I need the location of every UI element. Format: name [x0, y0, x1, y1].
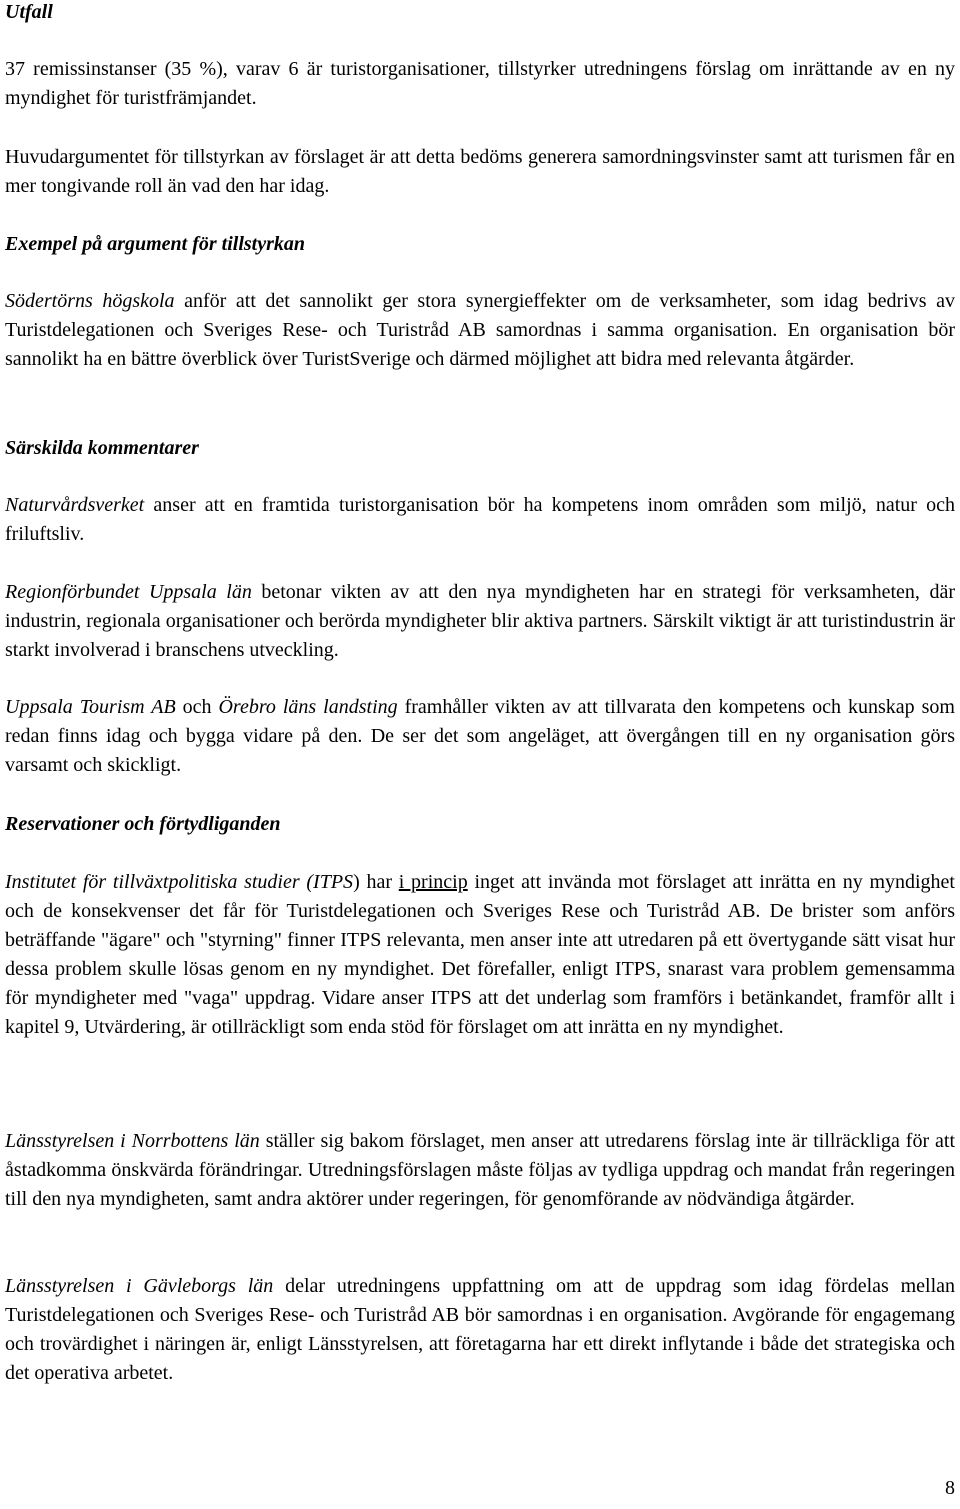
organization-name: Länsstyrelsen i Norrbottens län	[5, 1130, 260, 1152]
paragraph-uppsala-tourism	[5, 693, 955, 780]
paragraph-sodertorn	[5, 287, 955, 374]
organization-name: Länsstyrelsen i Gävleborgs län	[5, 1275, 274, 1297]
paragraph-text: betonar vikten av att den nya myndigheten har en strategi för verksamheten, där industrin, regionala organisationer och berörda myndigheter blir aktiva partners. Särskilt viktigt är att turistindustrin är starkt involverad i branschens utveckling.	[5, 581, 955, 661]
paragraph-norrbotten	[5, 1127, 955, 1214]
paragraph-main-argument: Huvudargumentet för tillstyrkan av förslaget är att detta bedöms generera samordningsvinster samt att turismen får en mer tongivande roll än vad den har idag.	[5, 146, 955, 197]
paragraph-text: delar utredningens uppfattning om att de uppdrag som idag fördelas mellan Turistdelegationen och Sveriges Rese- och Turistråd AB bör samordnas i en organisation. Avgörande för engagemang och trovärdighet i näringen är, enligt Länsstyrelsen, att företagarna har ett direkt inflytande i både det strategiska och det operativa arbetet.	[5, 1275, 956, 1384]
organization-name: Örebro läns landsting	[218, 696, 398, 718]
paragraph-utfall-summary: 37 remissinstanser (35 %), varav 6 är turistorganisationer, tillstyrker utredningens förslag om inrättande av en ny myndighet för turistfrämjandet.	[5, 58, 955, 109]
paragraph-naturvardsverket	[5, 491, 955, 549]
paragraph-text: anser att en framtida turistorganisation bör ha kompetens inom områden som miljö, natur och friluftsliv.	[5, 494, 955, 545]
organization-name: Naturvårdsverket	[5, 494, 145, 516]
paragraph-gavleborg	[5, 1272, 955, 1388]
paragraph-text: anför att det sannolikt ger stora synergieffekter om de verksamheter, som idag bedrivs av Turistdelegationen och Sveriges Rese- och Turistråd AB samordnas i samma organisation. En organisation bör sannolikt ha en bättre överblick över TuristSverige och därmed möjlighet att bidra med relevanta åtgärder.	[5, 290, 955, 370]
paragraph-text: framhåller vikten av att tillvarata den kompetens och kunskap som redan finns idag och bygga vidare på den. De ser det som angeläget, att övergången till en ny organisation görs varsamt och skickligt.	[5, 696, 955, 776]
page-number: 8	[945, 1477, 955, 1499]
underlined-phrase: i princip	[398, 871, 468, 893]
paragraph-regionforbundet	[5, 578, 955, 665]
heading-sarskilda: Särskilda kommentarer	[5, 437, 199, 459]
heading-exempel: Exempel på argument för tillstyrkan	[5, 233, 306, 255]
paragraph-text: ställer sig bakom förslaget, men anser att utredarens förslag inte är tillräckliga för att åstadkomma önskvärda förändringar. Utredningsförslagen måste följas av tydliga uppdrag och mandat från regeringen till den nya myndigheten, samt andra aktörer under regeringen, för genomförande av nödvändiga åtgärder.	[5, 1130, 955, 1210]
heading-reservationer: Reservationer och förtydliganden	[5, 813, 281, 835]
organization-name: Regionförbundet Uppsala län	[5, 581, 252, 603]
paragraph-text: ) har	[353, 871, 399, 893]
paragraph-text: och	[175, 696, 219, 718]
organization-name: Uppsala Tourism AB	[5, 696, 176, 718]
paragraph-itps	[5, 868, 955, 1042]
paragraph-text: inget att invända mot förslaget att inrätta en ny myndighet och de konsekvenser det får för Turistdelegationen och Sveriges Rese och Turistråd AB. De brister som anförs beträffande "ägare" och "styrning" finner ITPS relevanta, men anser inte att utredaren på ett övertygande sätt visat hur dessa problem skulle lösas genom en ny myndighet. Det förefaller, enligt ITPS, snarast vara problem gemensamma för myndigheter med "vaga" uppdrag. Vidare anser ITPS att det underlag som framförs i betänkandet, framför allt i kapitel 9, Utvärdering, är otillräckligt som enda stöd för förslaget om att inrätta en ny myndighet.	[5, 871, 955, 1038]
organization-name: Institutet för tillväxtpolitiska studier (ITPS	[5, 871, 354, 893]
organization-name: Södertörns högskola	[5, 290, 175, 312]
heading-utfall: Utfall	[5, 1, 53, 23]
